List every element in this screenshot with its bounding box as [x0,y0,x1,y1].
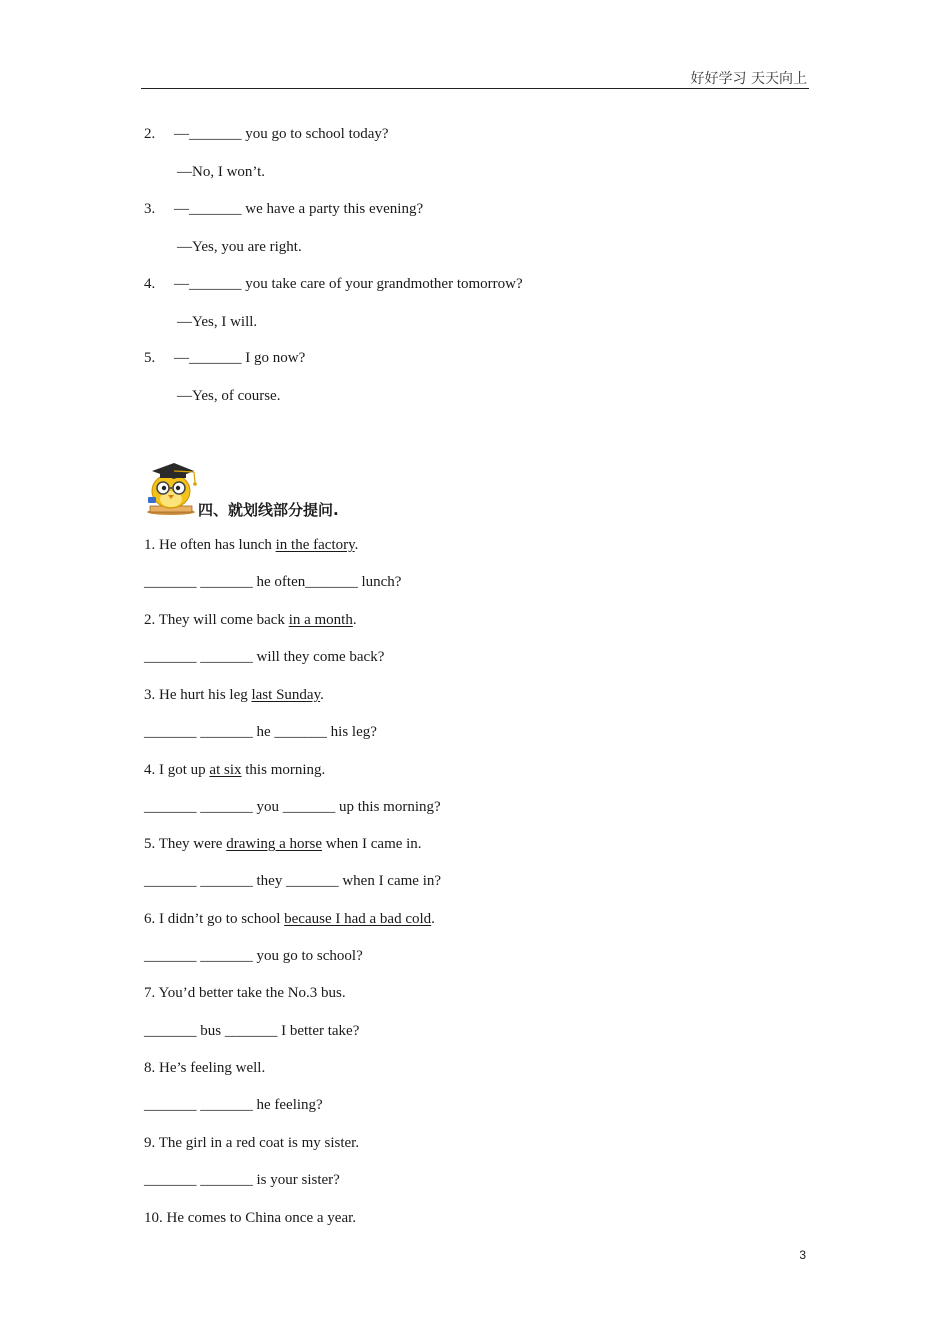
p4-item-5-underlined: drawing a horse [226,836,323,852]
section-four-heading [144,457,544,517]
p4-item-10: 10. He comes to China once a year. [144,1210,357,1226]
p4-item-6-underlined: because I had a bad cold [284,911,432,927]
p4-blank-4: _______ _______ you _______ up this morning? [144,799,441,815]
q2-number: 2. [144,126,156,142]
q2-answer: —No, I won’t. [177,164,266,180]
p4-item-9: 9. The girl in a red coat is my sister. [144,1135,360,1151]
p4-item-1-underlined: in the factory [275,537,355,553]
section-four-title: 四、就划线部分提问. [198,501,339,519]
q3-number: 3. [144,201,156,217]
p4-item-2-underlined: in a month [288,612,353,628]
p4-item-8: 8. He’s feeling well. [144,1060,266,1076]
p4-item-6-post: . [431,911,435,927]
q4-number: 4. [144,276,156,292]
q4-answer: —Yes, I will. [177,314,258,330]
p4-item-1-post: . [354,537,359,553]
q2-text: —_______ you go to school today? [174,126,389,142]
p4-item-4-post: this morning. [241,762,326,778]
p4-item-3 [144,686,324,704]
q3-answer: —Yes, you are right. [177,239,302,255]
p4-item-6 [144,910,435,928]
p4-item-1 [144,536,358,554]
p4-blank-7: _______ bus _______ I better take? [144,1023,360,1039]
p4-item-5 [144,835,422,853]
p4-blank-1: _______ _______ he often_______ lunch? [144,574,402,590]
p4-item-1-pre: 1. He often has lunch [144,537,276,553]
header-motto: 好好学习 天天向上 [690,71,807,87]
p4-item-4 [144,761,325,779]
p4-blank-5: _______ _______ they _______ when I came in? [144,873,442,889]
p4-blank-6: _______ _______ you go to school? [144,948,363,964]
p4-item-3-underlined: last Sunday [251,687,321,703]
p4-item-4-pre: 4. I got up [144,762,210,778]
q2-question [144,125,389,143]
q3-text: —_______ we have a party this evening? [174,201,424,217]
q4-question [144,275,523,293]
page-number: 3 [799,1248,806,1262]
p4-blank-2: _______ _______ will they come back? [144,649,385,665]
p4-item-2-post: . [352,612,357,628]
header-rule [141,88,809,89]
p4-item-4-underlined: at six [209,762,242,778]
p4-item-7: 7. You’d better take the No.3 bus. [144,985,346,1001]
p4-item-5-post: when I came in. [322,836,422,852]
p4-blank-9: _______ _______ is your sister? [144,1172,340,1188]
owl-graduate-icon [144,457,198,515]
q5-question [144,349,305,367]
q3-question [144,200,423,218]
q5-answer: —Yes, of course. [177,388,281,404]
p4-item-3-pre: 3. He hurt his leg [144,687,252,703]
p4-item-2 [144,611,357,629]
q5-text: —_______ I go now? [174,350,306,366]
q5-number: 5. [144,350,156,366]
p4-blank-3: _______ _______ he _______ his leg? [144,724,377,740]
p4-item-5-pre: 5. They were [144,836,227,852]
q4-text: —_______ you take care of your grandmother tomorrow? [174,276,523,292]
p4-item-6-pre: 6. I didn’t go to school [144,911,285,927]
p4-item-2-pre: 2. They will come back [144,612,289,628]
p4-item-3-post: . [320,687,324,703]
p4-blank-8: _______ _______ he feeling? [144,1097,323,1113]
